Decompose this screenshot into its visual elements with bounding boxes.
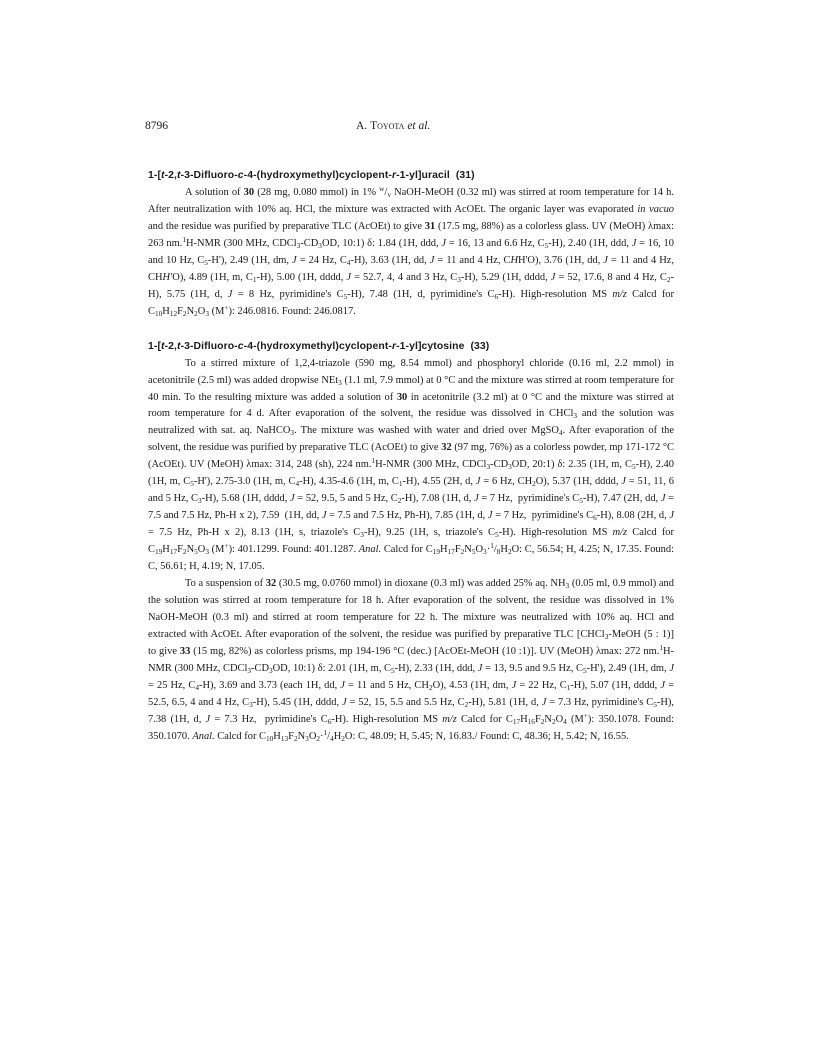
paragraph-uracil-procedure: A solution of 30 (28 mg, 0.080 mmol) in 1% $^w/_v$ NaOH-MeOH (0.32 ml) was stirred at room temperature for 14 h. After neutralization with 10% aq. HCl, the mixture was extracted with AcOEt. The organic layer was evaporated in vacuo and the residue was purified by preparative TLC (AcOEt) to give 31 (17.5 mg, 88%) as a colorless glass. UV (MeOH) λmax: 263 nm.$^1$H-NMR (300 MHz, $CDCl_3-CD_3OD$, 10:1) δ: 1.84 (1H, ddd, J = 16, 13 and 6.6 Hz, $C_5-H$), 2.40 (1H, ddd, J = 16, 10 and 10 Hz, $C_5-H'$), 2.49 (1H, dm, J = 24 Hz, $C_4-H$), 3.63 (1H, dd, J = 11 and 4 Hz, CHH'O), 3.76 (1H, dd, J = 11 and 4 Hz, CHH'O), 4.89 (1H, m, $C_1-H$), 5.00 (1H, dddd, J = 52.7, 4, 4 and 3 Hz, $C_3-H$), 5.29 (1H, dddd, J = 52, 17.6, 8 and 4 Hz, $C_2-H$), 5.75 (1H, d, J = 8 Hz, pyrimidine's $C_5-H$), 7.48 (1H, d, pyrimidine's $C_6-H$). High-resolution MS m/z Calcd for $C_{10}H_{12}F_2N_2O_3$ (M+): 246.0816. Found: 246.0817. xyxy=(148,184,675,318)
running-head-etal: et al. xyxy=(407,120,431,132)
section-heading-cytosine: 1-[t-2,t-3-Difluoro-c-4-(hydroxymethyl)cyclopent-r-1-yl]cytosine (33) xyxy=(148,340,490,352)
article-body xyxy=(148,167,674,746)
running-head-surname: Toyota xyxy=(370,120,405,132)
paragraph-cytosine-triazole-procedure: To a stirred mixture of 1,2,4-triazole (590 mg, 8.54 mmol) and phosphoryl chloride (0.16 ml, 2.2 mmol) in acetonitrile (2.5 ml) was added dropwise NEt$_3$ (1.1 ml, 7.9 mmol) at 0 °C and the mixture was stirred at room temperature for 40 min. To the resulting mixture was added a solution of 30 in acetonitrile (3.2 ml) at 0 °C and the mixture was stirred at room temperature for 4 d. After evaporation of the solvent, the residue was dissolved in CHCl$_3$ and the solution was neutralized with sat. aq. NaHCO$_3$. The mixture was washed with water and dried over MgSO$_4$. After evaporation of the solvent, the residue was purified by preparative TLC (AcOEt) to give 32 (97 mg, 76%) as a colorless powder, mp 171-172 °C (AcOEt). UV (MeOH) λmax: 314, 248 (sh), 224 nm.$^1$H-NMR (300 MHz, $CDCl_3-CD_3OD$, 20:1) δ: 2.35 (1H, m, $C_5-H$), 2.40 (1H, m, $C_5-H'$), 2.75-3.0 (1H, m, $C_4-H$), 4.35-4.6 (1H, m, $C_1-H$), 4.55 (2H, d, J = 6 Hz, $CH_2O$), 5.37 (1H, dddd, J = 51, 11, 6 and 5 Hz, $C_3-H$), 5.68 (1H, dddd, J = 52, 9.5, 5 and 5 Hz, $C_2-H$), 7.08 (1H, d, J = 7 Hz, pyrimidine's $C_5-H$), 7.47 (2H, dd, J = 7.5 and 7.5 Hz, Ph-H x 2), 7.59 (1H, dd, J = 7.5 and 7.5 Hz, Ph-H), 7.85 (1H, d, J = 7 Hz, pyrimidine's $C_6-H$), 8.08 (2H, d, J = 7.5 Hz, Ph-H x 2), 8.13 (1H, s, triazole's $C_3-H$), 9.25 (1H, s, triazole's $C_5-H$). High-resolution MS m/z Calcd for $C_{19}H_{17}F_2N_5O_3$ (M+): 401.1299. Found: 401.1287. Anal. Calcd for $C_{19}H_{17}F_2N_5O_3\cdot^1/_8H_2O$: C, 56.54; H, 4.25; N, 17.35. Found: C, 56.61; H, 4.19; N, 17.05. xyxy=(148,357,675,573)
paragraph-cytosine-ammonia-procedure: To a suspension of 32 (30.5 mg, 0.0760 mmol) in dioxane (0.3 ml) was added 25% aq. $NH_3$ (0.05 ml, 0.9 mmol) and the solution was stirred at room temperature for 18 h. After evaporation of the solvent, the residue was dissolved in 1% NaOH-MeOH (0.3 ml) and stirred at room temperature for 22 h. The mixture was neutralized with 10% aq. HCl and extracted with AcOEt. After evaporation of the solvent, the residue was purified by preparative TLC [CHCl$_3$-MeOH (5 : 1)] to give 33 (15 mg, 82%) as colorless prisms, mp 194-196 °C (dec.) [AcOEt-MeOH (10 :1)]. UV (MeOH) λmax: 272 nm.$^1$H-NMR (300 MHz, $CDCl_3-CD_3OD$, 10:1) δ: 2.01 (1H, m, $C_5-H$), 2.33 (1H, ddd, J = 13, 9.5 and 9.5 Hz, $C_5-H'$), 2.49 (1H, dm, J = 25 Hz, $C_4-H$), 3.69 and 3.73 (each 1H, dd, J = 11 and 5 Hz, $CH_2O$), 4.53 (1H, dm, J = 22 Hz, $C_1-H$), 5.07 (1H, dddd, J = 52.5, 6.5, 4 and 4 Hz, $C_3-H$), 5.45 (1H, dddd, J = 52, 15, 5.5 and 5.5 Hz, $C_2-H$), 5.81 (1H, d, J = 7.3 Hz, pyrimidine's $C_5-H$), 7.38 (1H, d, J = 7.3 Hz, pyrimidine's $C_6-H$). High-resolution MS m/z Calcd for $C_{17}H_{16}F_2N_2O_4$ (M+): 350.1078. Found: 350.1070. Anal. Calcd for $C_{10}H_{13}F_2N_3O_2\cdot^1/_4H_2O$: C, 48.09; H, 5.45; N, 16.83./ Found: C, 48.36; H, 5.42; N, 16.55. xyxy=(148,578,674,743)
section-heading-uracil: 1-[t-2,t-3-Difluoro-c-4-(hydroxymethyl)cyclopent-r-1-yl]uracil (31) xyxy=(148,170,475,181)
page-number: 8796 xyxy=(145,120,168,132)
running-head-initial: A. xyxy=(356,120,371,132)
running-head xyxy=(356,120,430,132)
